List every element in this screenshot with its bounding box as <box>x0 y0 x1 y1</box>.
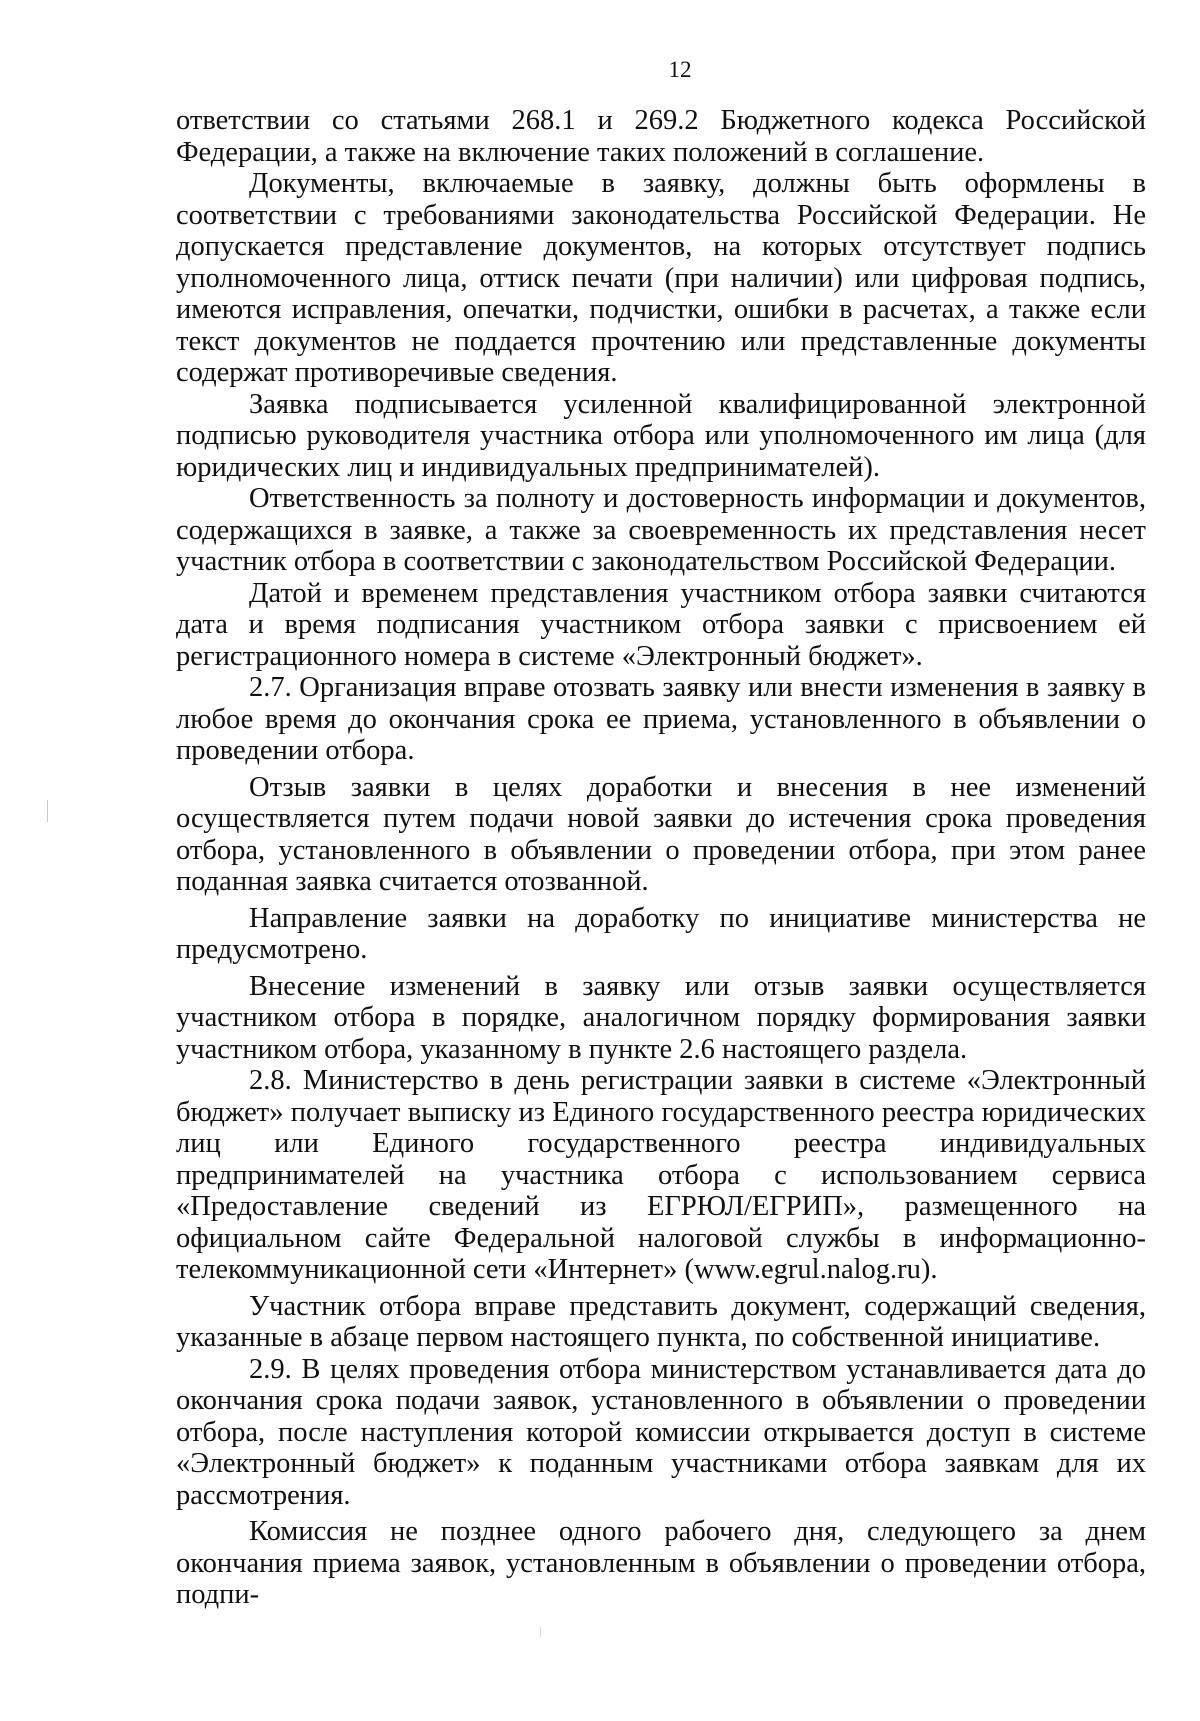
paragraph-2-7: 2.7. Организация вправе отозвать заявку или внести изменения в заявку в любое время до окончания срока ее приема, установленного в объявлении о проведении отбора. <box>176 672 1146 766</box>
paragraph-electronic-signature: Заявка подписывается усиленной квалифицированной электронной подписью руководителя участника отбора или уполномоченного им лица (для юридических лиц и индивидуальных предпринимателей). <box>176 388 1146 483</box>
paragraph-continuation: ответствии со статьями 268.1 и 269.2 Бюджетного кодекса Российской Федерации, а также на включение таких положений в соглашение. <box>176 105 1146 168</box>
paragraph-documents-requirements: Документы, включаемые в заявку, должны быть оформлены в соответствии с требованиями законодательства Российской Федерации. Не допускается представление документов, на которых отсутствует подпись уполномоченного лица, оттиск печати (при наличии) или цифровая подпись, имеются исправления, опечатки, подчистки, ошибки в расчетах, а также если текст документов не поддается прочтению или представленные документы содержат противоречивые сведения. <box>176 168 1146 388</box>
page-number: 12 <box>668 57 692 82</box>
paragraph-changes: Внесение изменений в заявку или отзыв заявки осуществляется участником отбора в порядке, аналогичном порядку формирования заявки участником отбора, указанному в пункте 2.6 настоящего раздела. <box>176 970 1146 1065</box>
paragraph-submission-date: Датой и временем представления участником отбора заявки считаются дата и время подписания участником отбора заявки с присвоением ей регистрационного номера в системе «Электронный бюджет». <box>176 577 1146 672</box>
document-body <box>176 105 1146 1611</box>
paragraph-2-9: 2.9. В целях проведения отбора министерством устанавливается дата до окончания срока подачи заявок, установленного в объявлении о проведении отбора, после наступления которой комиссии открывается доступ в системе «Электронный бюджет» к поданным участниками отбора заявкам для их рассмотрения. <box>176 1353 1146 1511</box>
paragraph-2-8: 2.8. Министерство в день регистрации заявки в системе «Электронный бюджет» получает выписку из Единого государственного реестра юридических лиц или Единого государственного реестра индивидуальных предпринимателей на участника отбора с использованием сервиса «Предоставление сведений из ЕГРЮЛ/ЕГРИП», размещенного на официальном сайте Федеральной налоговой службы в информационно-телекоммуникационной сети «Интернет» (www.egrul.nalog.ru). <box>176 1065 1146 1285</box>
scan-artifact <box>540 1627 541 1637</box>
paragraph-commission: Комиссия не позднее одного рабочего дня, следующего за днем окончания приема заявок, установленным в объявлении о проведении отбора, подпи- <box>176 1516 1146 1610</box>
paragraph-responsibility: Ответственность за полноту и достоверность информации и документов, содержащихся в заявке, а также за своевременность их представления несет участник отбора в соответствии с законодательством Российской Федерации. <box>176 483 1146 577</box>
scan-artifact <box>47 800 48 822</box>
paragraph-withdrawal: Отзыв заявки в целях доработки и внесения в нее изменений осуществляется путем подачи новой заявки до истечения срока проведения отбора, установленного в объявлении о проведении отбора, при этом ранее поданная заявка считается отозванной. <box>176 771 1146 897</box>
paragraph-own-initiative: Участник отбора вправе представить документ, содержащий сведения, указанные в абзаце первом настоящего пункта, по собственной инициативе. <box>176 1290 1146 1353</box>
paragraph-revision-not-provided: Направление заявки на доработку по инициативе министерства не предусмотрено. <box>176 902 1146 965</box>
